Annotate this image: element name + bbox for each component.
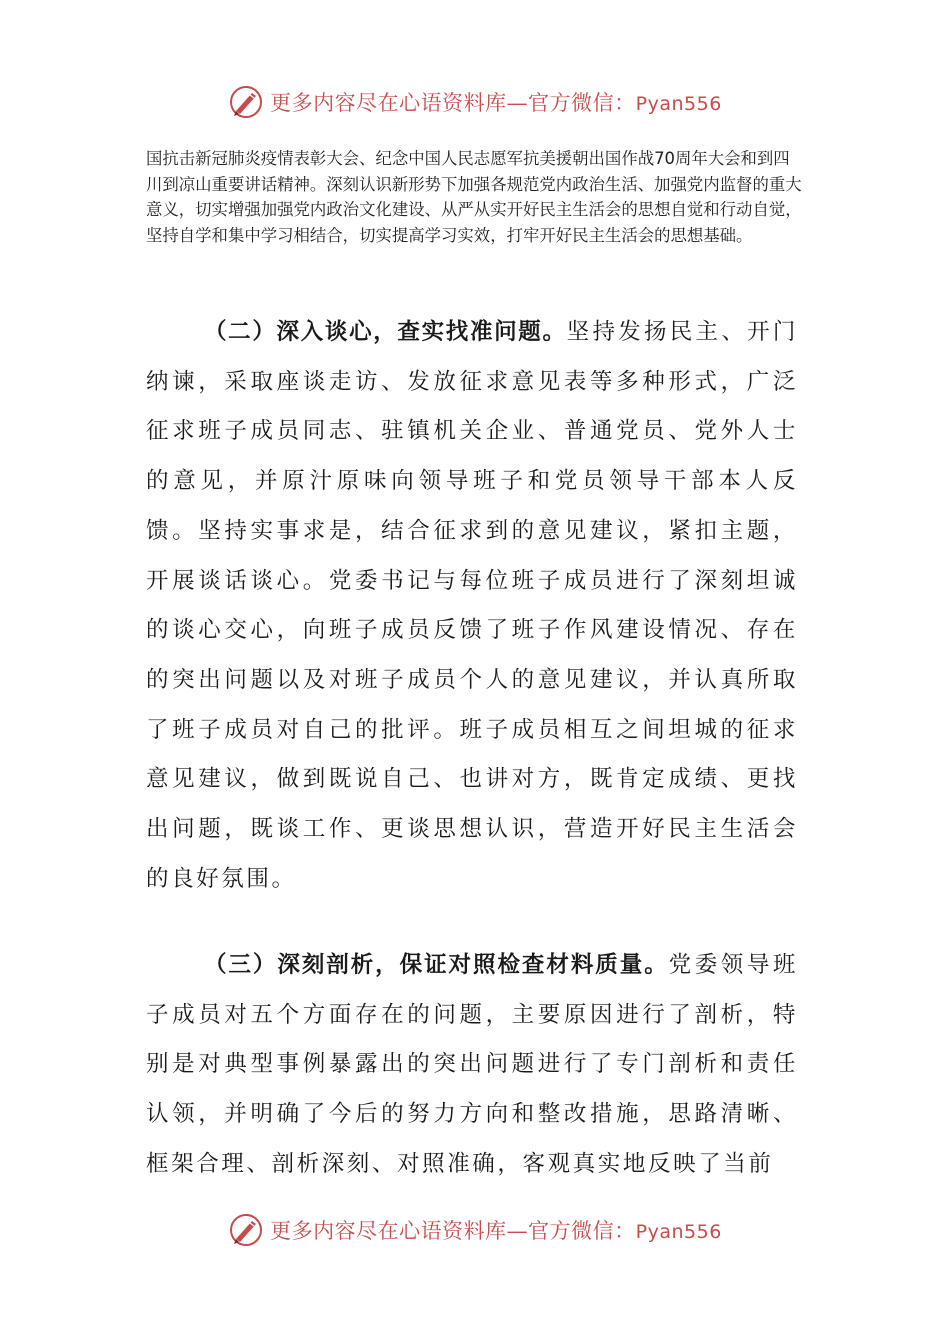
footer-banner-text: 更多内容尽在心语资料库—官方微信：Pyan556 <box>270 1219 722 1243</box>
pen-logo-icon <box>228 1212 264 1248</box>
intro-text: 国抗击新冠肺炎疫情表彰大会、纪念中国人民志愿军抗美援朝出国作战70周年大会和到四川到凉山重要讲话精神。深刻认识新形势下加强各规范党内政治生活、加强党内监督的重大意义，切实增强加强党内政治文化建设、从严从实开好民主生活会的思想自觉和行动自觉，坚持自学和集中学习相结合，切实提高学习实效，打牢开好民主生活会的思想基础。 <box>146 149 802 245</box>
section-three-body: 党委领导班子成员对五个方面存在的问题，主要原因进行了剖析，特别是对典型事例暴露出的突出问题进行了专门剖析和责任认领，并明确了今后的努力方向和整改措施，思路清晰、框架合理、剖析深刻、对照准确，客观真实地反映了当前 <box>146 952 798 1177</box>
header-banner-text: 更多内容尽在心语资料库—官方微信：Pyan556 <box>270 91 722 115</box>
section-three-heading: （三）深刻剖析，保证对照检查材料质量。 <box>204 952 669 978</box>
intro-paragraph <box>146 146 806 248</box>
section-two-heading: （二）深入谈心，查实找准问题。 <box>204 319 567 345</box>
section-two-paragraph <box>146 308 798 904</box>
header-banner <box>0 80 950 124</box>
section-three <box>146 941 798 1190</box>
section-two <box>146 308 798 904</box>
footer-banner <box>0 1208 950 1252</box>
pen-logo-icon <box>228 84 264 120</box>
section-three-paragraph <box>146 941 798 1190</box>
section-two-body: 坚持发扬民主、开门纳谏，采取座谈走访、发放征求意见表等多种形式，广泛征求班子成员同志、驻镇机关企业、普通党员、党外人士的意见，并原汁原味向领导班子和党员领导干部本人反馈。坚持实事求是，结合征求到的意见建议，紧扣主题，开展谈话谈心。党委书记与每位班子成员进行了深刻坦诚的谈心交心，向班子成员反馈了班子作风建设情况、存在的突出问题以及对班子成员个人的意见建议，并认真所取了班子成员对自己的批评。班子成员相互之间坦城的征求意见建议，做到既说自己、也讲对方，既肯定成绩、更找出问题，既谈工作、更谈思想认识，营造开好民主生活会的良好氛围。 <box>146 319 798 892</box>
